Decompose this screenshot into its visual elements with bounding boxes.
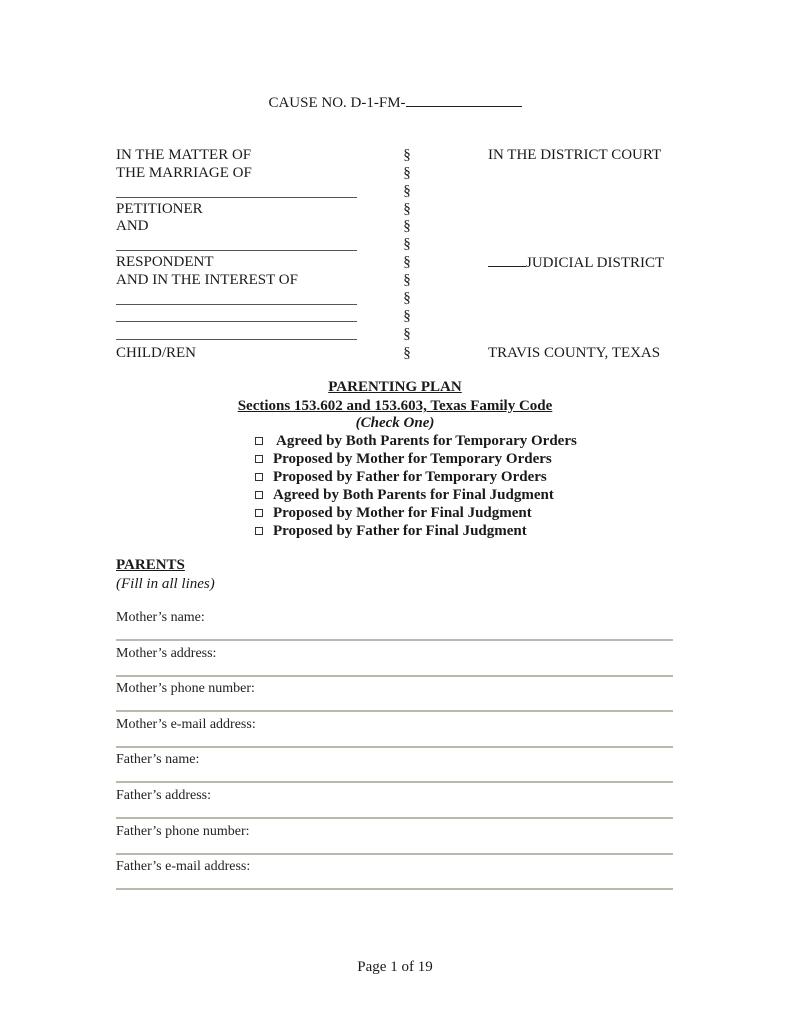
option-agreed-temporary[interactable] xyxy=(254,432,577,450)
section-symbol: § xyxy=(403,147,411,163)
checkbox-icon[interactable] xyxy=(255,509,263,517)
option-label: Proposed by Mother for Final Judgment xyxy=(273,505,532,521)
field-line[interactable] xyxy=(116,853,673,855)
plan-type-options xyxy=(254,432,577,540)
respondent-name-line[interactable] xyxy=(116,250,357,251)
section-symbol: § xyxy=(403,345,411,361)
section-symbol: § xyxy=(403,183,411,199)
option-father-final[interactable] xyxy=(254,522,577,540)
in-the-matter-of: IN THE MATTER OF xyxy=(116,147,252,163)
child-name-line-1[interactable] xyxy=(116,304,357,305)
field-label: Father’s address: xyxy=(116,788,211,803)
checkbox-icon[interactable] xyxy=(255,455,263,463)
section-symbol: § xyxy=(403,254,411,270)
section-symbol: § xyxy=(403,236,411,252)
option-father-temporary[interactable] xyxy=(254,468,577,486)
section-symbol: § xyxy=(403,326,411,342)
and-label: AND xyxy=(116,218,149,234)
field-line[interactable] xyxy=(116,675,673,677)
field-line[interactable] xyxy=(116,888,673,890)
field-label: Mother’s address: xyxy=(116,646,217,661)
field-label: Father’s e-mail address: xyxy=(116,859,251,874)
parents-heading: PARENTS xyxy=(116,557,185,573)
court-label: IN THE DISTRICT COURT xyxy=(488,147,662,163)
checkbox-icon[interactable] xyxy=(255,491,263,499)
judicial-district xyxy=(488,253,664,272)
cause-number-blank[interactable] xyxy=(406,93,522,107)
option-label: Agreed by Both Parents for Temporary Orders xyxy=(276,433,577,449)
children-label: CHILD/REN xyxy=(116,345,196,361)
field-line[interactable] xyxy=(116,639,673,641)
check-one-instruction: (Check One) xyxy=(355,415,435,431)
section-symbol: § xyxy=(403,308,411,324)
child-name-line-3[interactable] xyxy=(116,339,357,340)
section-symbol: § xyxy=(403,272,411,288)
cause-number-label: CAUSE NO. D-1-FM- xyxy=(268,95,406,111)
option-mother-temporary[interactable] xyxy=(254,450,577,468)
cause-number xyxy=(0,93,790,112)
option-label: Agreed by Both Parents for Final Judgment xyxy=(273,487,554,503)
petitioner-label: PETITIONER xyxy=(116,201,203,217)
section-symbol: § xyxy=(403,201,411,217)
option-agreed-final[interactable] xyxy=(254,486,577,504)
option-mother-final[interactable] xyxy=(254,504,577,522)
option-label: Proposed by Father for Temporary Orders xyxy=(273,469,547,485)
option-label: Proposed by Father for Final Judgment xyxy=(273,523,527,539)
field-label: Father’s name: xyxy=(116,752,200,767)
child-name-line-2[interactable] xyxy=(116,321,357,322)
page-number: Page 1 of 19 xyxy=(357,959,433,975)
field-line[interactable] xyxy=(116,781,673,783)
checkbox-icon[interactable] xyxy=(255,527,263,535)
field-label: Mother’s e-mail address: xyxy=(116,717,256,732)
field-line[interactable] xyxy=(116,746,673,748)
parents-note: (Fill in all lines) xyxy=(116,576,215,592)
option-label: Proposed by Mother for Temporary Orders xyxy=(273,451,552,467)
judicial-district-label: JUDICIAL DISTRICT xyxy=(526,255,665,271)
checkbox-icon[interactable] xyxy=(255,437,263,445)
field-line[interactable] xyxy=(116,710,673,712)
respondent-label: RESPONDENT xyxy=(116,254,214,270)
document-subtitle: Sections 153.602 and 153.603, Texas Family Code xyxy=(237,398,553,414)
checkbox-icon[interactable] xyxy=(255,473,263,481)
section-symbol: § xyxy=(403,218,411,234)
field-label: Father’s phone number: xyxy=(116,824,250,839)
judicial-district-number-blank[interactable] xyxy=(488,253,526,267)
the-marriage-of: THE MARRIAGE OF xyxy=(116,165,252,181)
and-in-the-interest-of: AND IN THE INTEREST OF xyxy=(116,272,298,288)
county-label: TRAVIS COUNTY, TEXAS xyxy=(488,345,661,361)
field-line[interactable] xyxy=(116,817,673,819)
section-symbol: § xyxy=(403,165,411,181)
field-label: Mother’s phone number: xyxy=(116,681,255,696)
section-symbol: § xyxy=(403,290,411,306)
document-title: PARENTING PLAN xyxy=(328,379,462,395)
field-label: Mother’s name: xyxy=(116,610,205,625)
petitioner-name-line[interactable] xyxy=(116,197,357,198)
